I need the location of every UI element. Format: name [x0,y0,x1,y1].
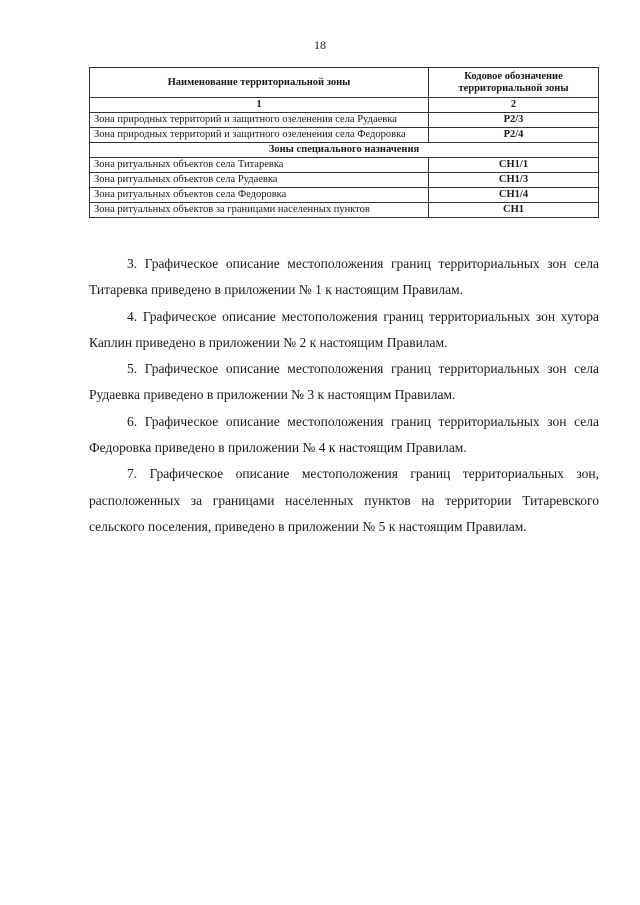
column-number: 2 [429,98,599,113]
table-row [90,113,599,128]
body-text [89,251,599,540]
zone-code-cell: СН1/4 [429,188,599,203]
zone-code-cell: СН1/1 [429,158,599,173]
column-number-row [90,98,599,113]
paragraph: 7. Графическое описание местоположения границ территориальных зон, расположенных за границами населенных пунктов на территории Титаревского сельского поселения, приведено в приложении № 5 к настоящим Правилам. [89,466,599,534]
table-row [90,203,599,218]
zones-table [89,67,599,218]
paragraph: 6. Графическое описание местоположения границ территориальных зон села Федоровка приведено в приложении № 4 к настоящим Правилам. [89,413,599,456]
zone-code-cell: СН1 [429,203,599,218]
zone-name-cell: Зона природных территорий и защитного озеленения села Рудаевка [90,113,429,128]
zone-name-cell: Зона ритуальных объектов села Федоровка [90,188,429,203]
table-row [90,188,599,203]
column-number: 1 [90,98,429,113]
table-row [90,158,599,173]
header-zone-name: Наименование территориальной зоны [90,68,429,98]
paragraph: 5. Графическое описание местоположения границ территориальных зон села Рудаевка приведено в приложении № 3 к настоящим Правилам. [89,361,599,403]
section-row [90,143,599,158]
zone-code-cell: Р2/4 [429,128,599,143]
table-row [90,173,599,188]
zone-name-cell: Зона ритуальных объектов за границами населенных пунктов [90,203,429,218]
zone-name-cell: Зона природных территорий и защитного озеленения села Федоровка [90,128,429,143]
header-zone-code: Кодовое обозначение территориальной зоны [429,68,599,98]
paragraph: 3. Графическое описание местоположения границ территориальных зон села Титаревка приведено в приложении № 1 к настоящим Правилам. [89,256,599,298]
table-row [90,128,599,143]
zone-code-cell: СН1/3 [429,173,599,188]
zone-code-cell: Р2/3 [429,113,599,128]
zone-name-cell: Зона ритуальных объектов села Рудаевка [90,173,429,188]
table-header-row [90,68,599,98]
zone-name-cell: Зона ритуальных объектов села Титаревка [90,158,429,173]
page-number: 18 [314,38,326,52]
paragraph: 4. Графическое описание местоположения границ территориальных зон хутора Каплин приведено в приложении № 2 к настоящим Правилам. [89,308,599,350]
section-title: Зоны специального назначения [90,143,599,158]
